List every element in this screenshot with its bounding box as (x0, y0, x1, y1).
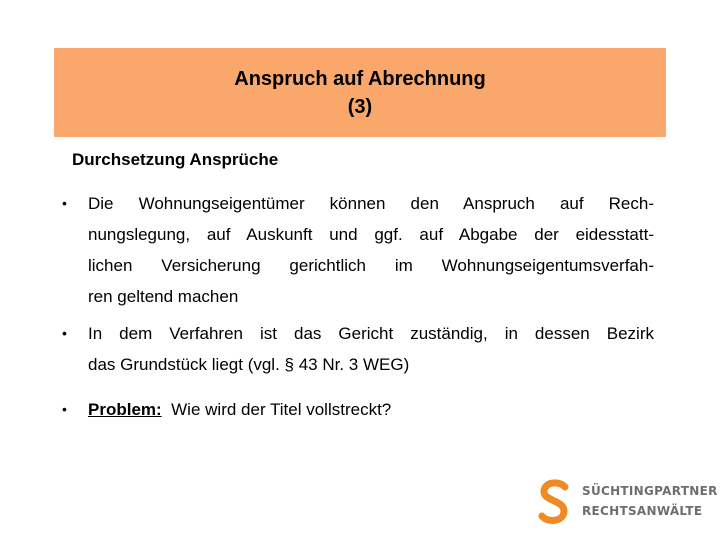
slide-title-line-2: (3) (347, 95, 373, 118)
bullet-2-line-2: das Grundstück liegt (vgl. § 43 Nr. 3 WEG) (88, 355, 410, 374)
section-subtitle: Durchsetzung Ansprüche (72, 150, 279, 169)
bullet-dot-icon: • (62, 325, 67, 341)
bullet-1-line-1: Die Wohnungseigentümer können den Anspruch auf Rech- (88, 194, 654, 213)
bullet-item-2 (62, 318, 654, 380)
problem-question: Wie wird der Titel vollstreckt? (171, 400, 392, 419)
bullet-1-line-2: nungslegung, auf Auskunft und ggf. auf Abgabe der eidesstatt- (88, 225, 654, 244)
bullet-item-3 (62, 394, 654, 425)
slide-title-line-1: Anspruch auf Abrechnung (234, 67, 486, 90)
bullet-text-3 (88, 394, 654, 425)
logo-firm-tagline: RECHTSANWÄLTE (582, 504, 703, 518)
slide-title (234, 65, 485, 121)
bullet-2-line-1: In dem Verfahren ist das Gericht zuständig, in dessen Bezirk (88, 324, 654, 343)
company-logo (536, 478, 718, 528)
bullet-text-1 (88, 188, 654, 312)
bullet-1-line-4: ren geltend machen (88, 287, 239, 306)
bullet-dot-icon: • (62, 401, 67, 417)
bullet-text-2 (88, 318, 654, 380)
bullet-1-line-3: lichen Versicherung gerichtlich im Wohnungseigentumsverfah- (88, 256, 654, 275)
bullet-item-1 (62, 188, 654, 312)
title-banner (54, 48, 666, 137)
logo-firm-name: SÜCHTINGPARTNER (582, 484, 718, 498)
problem-label: Problem: (88, 400, 162, 419)
bullet-dot-icon: • (62, 195, 67, 211)
s-logo-icon (536, 478, 572, 526)
